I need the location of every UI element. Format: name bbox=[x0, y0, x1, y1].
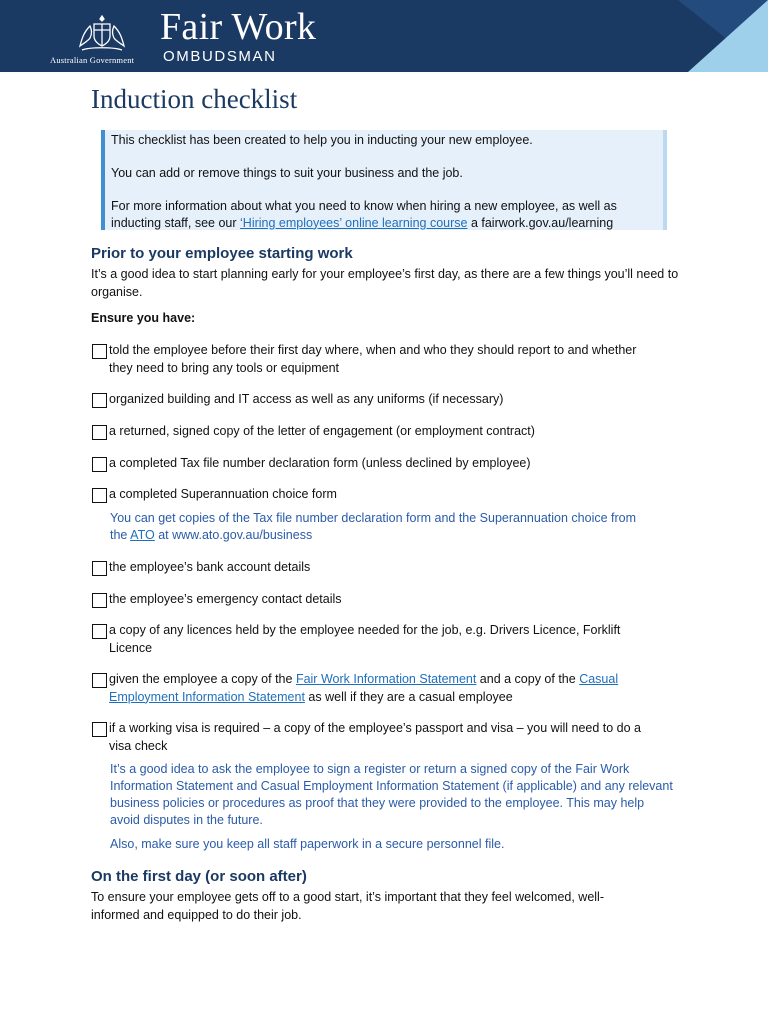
intro-box bbox=[101, 130, 667, 230]
coat-of-arms-icon bbox=[72, 12, 132, 54]
item-text: a returned, signed copy of the letter of engagement (or employment contract) bbox=[109, 424, 535, 438]
item-text: told the employee before their first day where, when and who they should report to and whether bbox=[109, 343, 637, 357]
checklist-item[interactable] bbox=[91, 423, 691, 441]
item-text: a copy of any licences held by the employee needed for the job, e.g. Drivers Licence, Forklift bbox=[109, 623, 621, 637]
checklist-item[interactable] bbox=[91, 342, 691, 377]
header-accent-light bbox=[688, 0, 768, 72]
paperwork-note: Also, make sure you keep all staff paperwork in a secure personnel file. bbox=[110, 837, 505, 851]
checklist-item[interactable] bbox=[91, 391, 691, 409]
checklist-item[interactable] bbox=[91, 455, 691, 473]
item-text: a completed Tax file number declaration form (unless declined by employee) bbox=[109, 456, 531, 470]
item-text-mid: and a copy of the bbox=[476, 672, 580, 686]
learning-course-link[interactable]: ‘Hiring employees’ online learning course bbox=[240, 215, 468, 230]
checklist-item[interactable] bbox=[91, 591, 691, 609]
header-banner bbox=[0, 0, 768, 72]
item-text: given the employee a copy of the bbox=[109, 672, 296, 686]
checkbox[interactable] bbox=[92, 457, 107, 472]
checklist-item[interactable] bbox=[91, 622, 691, 657]
item-text: a completed Superannuation choice form bbox=[109, 487, 337, 501]
brand-title: Fair Work bbox=[160, 6, 317, 48]
item-text: the employee’s bank account details bbox=[109, 560, 311, 574]
checkbox[interactable] bbox=[92, 344, 107, 359]
item-text-continued: they need to bring any tools or equipment bbox=[109, 360, 340, 375]
item-text-continued: visa check bbox=[109, 738, 168, 753]
item-text: if a working visa is required – a copy of the employee’s passport and visa – you will need to do a bbox=[109, 721, 642, 735]
checklist-item[interactable] bbox=[91, 720, 691, 755]
section-heading-first-day: On the first day (or soon after) bbox=[91, 868, 307, 885]
checkbox[interactable] bbox=[92, 488, 107, 503]
ato-link[interactable]: ATO bbox=[130, 528, 155, 542]
australian-government-label: Australian Government bbox=[50, 55, 135, 65]
checkbox[interactable] bbox=[92, 561, 107, 576]
item-text-after: as well if they are a casual employee bbox=[304, 689, 513, 704]
brand-subtitle: OMBUDSMAN bbox=[163, 48, 277, 65]
section-heading-prior: Prior to your employee starting work bbox=[91, 245, 353, 262]
advice-note: It’s a good idea to ask the employee to sign a register or return a signed copy of the Fair Work Information Statement and Casual Employment Information Statement (if applicable) and any relevant business policies or procedures as proof that they were provided to the employee. This may help avoid disputes in the future. bbox=[110, 762, 673, 827]
section-intro-first-day: To ensure your employee gets off to a good start, it’s important that they feel welcomed, well-informed and equipped to do their job. bbox=[91, 890, 605, 922]
intro-p3-url: a fairwork.gov.au/learning bbox=[467, 215, 614, 230]
checkbox[interactable] bbox=[92, 593, 107, 608]
casual-statement-link-part-2[interactable]: Employment Information Statement bbox=[109, 689, 305, 704]
item-text-continued: Licence bbox=[109, 640, 153, 655]
intro-paragraph-2: You can add or remove things to suit your business and the job. bbox=[111, 166, 463, 180]
page-title: Induction checklist bbox=[91, 84, 298, 114]
casual-statement-link-part-1[interactable]: Casual bbox=[579, 672, 619, 686]
checklist-item[interactable] bbox=[91, 671, 691, 706]
section-intro-prior: It’s a good idea to start planning early for your employee’s first day, as there are a few things you’ll need to organise. bbox=[91, 267, 679, 299]
ato-note-url: at www.ato.gov.au/business bbox=[154, 528, 313, 542]
item-text: the employee’s emergency contact details bbox=[109, 592, 342, 606]
ato-note-pre: the bbox=[110, 528, 131, 542]
checkbox[interactable] bbox=[92, 425, 107, 440]
checklist-item[interactable] bbox=[91, 486, 691, 504]
intro-paragraph-1: This checklist has been created to help you in inducting your new employee. bbox=[111, 133, 533, 147]
ato-note-text: You can get copies of the Tax file number declaration form and the Superannuation choice from bbox=[110, 511, 637, 525]
checkbox[interactable] bbox=[92, 722, 107, 737]
checkbox[interactable] bbox=[92, 393, 107, 408]
ato-note bbox=[110, 510, 675, 544]
intro-p3-text: For more information about what you need to know when hiring a new employee, as well as inducting staff, see our bbox=[111, 199, 617, 230]
ensure-label: Ensure you have: bbox=[91, 311, 196, 325]
intro-paragraph-3 bbox=[111, 198, 663, 231]
checkbox[interactable] bbox=[92, 624, 107, 639]
checkbox[interactable] bbox=[92, 673, 107, 688]
item-text: organized building and IT access as well as any uniforms (if necessary) bbox=[109, 392, 504, 406]
checklist-item[interactable] bbox=[91, 559, 691, 577]
fair-work-information-statement-link[interactable]: Fair Work Information Statement bbox=[295, 672, 477, 686]
